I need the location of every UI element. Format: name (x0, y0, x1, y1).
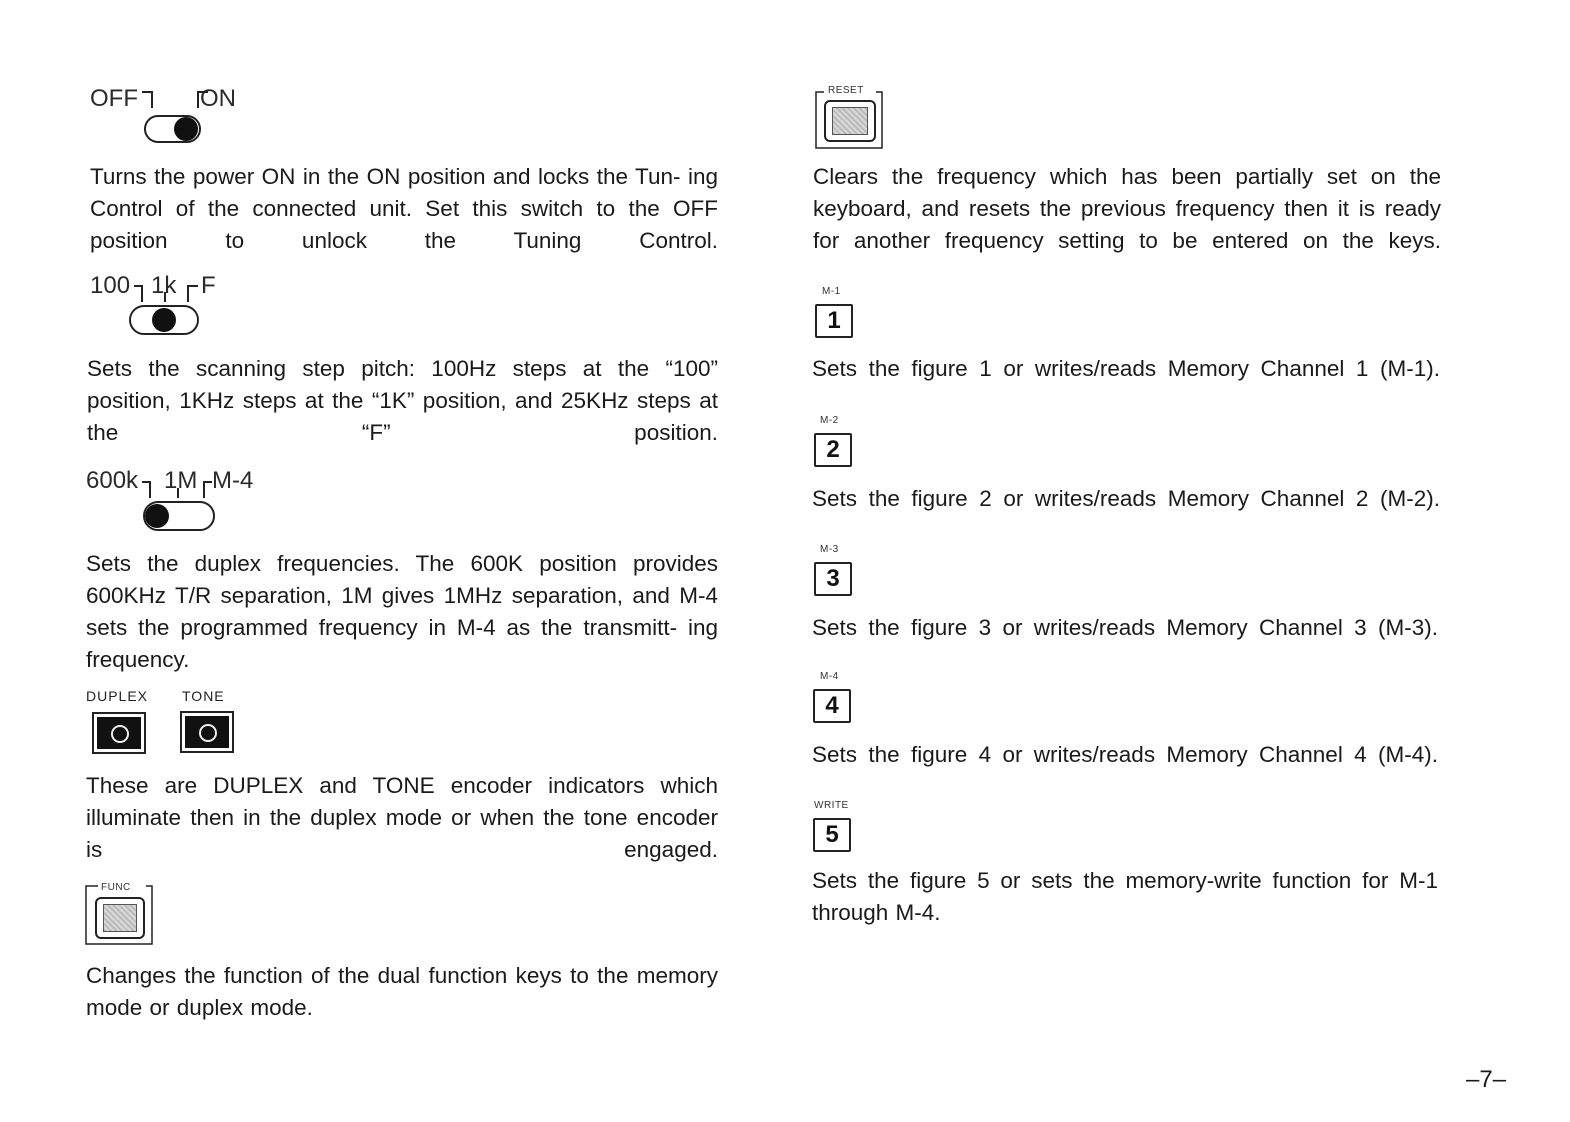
func-key-pad-icon (103, 904, 137, 932)
key-2-button[interactable]: 2 (814, 433, 852, 467)
label-600k: 600k (86, 467, 139, 494)
tone-indicator-label: TONE (182, 688, 225, 704)
key-2-description: Sets the figure 2 or writes/reads Memory Channel 2 (M-2). (812, 486, 1440, 511)
label-m4: M-4 (212, 467, 254, 494)
key-2-tag: M-2 (820, 415, 839, 426)
label-f: F (201, 272, 216, 299)
key-4-button[interactable]: 4 (813, 689, 851, 723)
tone-indicator-lamp-icon (180, 711, 234, 753)
key-1-button[interactable]: 1 (815, 304, 853, 338)
key-5-button[interactable]: 5 (813, 818, 851, 852)
key-5-tag: WRITE (814, 800, 849, 811)
on-label: ON (200, 85, 236, 112)
func-key-label: FUNC (101, 882, 131, 893)
key-3-description: Sets the figure 3 or writes/reads Memory Channel 3 (M-3). (812, 615, 1438, 640)
key-3-tag: M-3 (820, 544, 839, 555)
duplex-switch-description: Sets the duplex frequencies. The 600K position provides 600KHz T/R separation, 1M gives 1MHz separation, and M-4 sets the programmed frequency in M-4 as the transmitt- ing frequency. (86, 551, 718, 672)
duplex-indicator-lamp-icon (92, 712, 146, 754)
step-slide-switch-icon (90, 270, 230, 340)
key-4-tag: M-4 (820, 671, 839, 682)
key-1-tag: M-1 (822, 286, 841, 297)
func-key-description: Changes the function of the dual function keys to the memory mode or duplex mode. (86, 963, 718, 1020)
off-label: OFF (90, 85, 138, 112)
label-1k: 1k (151, 272, 177, 299)
reset-key-pad-icon (832, 107, 868, 135)
key-5-description: Sets the figure 5 or sets the memory-write function for M-1 through M-4. (812, 868, 1438, 925)
indicators-description: These are DUPLEX and TONE encoder indicators which illuminate then in the duplex mode or when the tone encoder is engaged. (86, 773, 718, 862)
func-key-button[interactable] (95, 897, 145, 939)
key-3-button[interactable]: 3 (814, 562, 852, 596)
key-4-description: Sets the figure 4 or writes/reads Memory Channel 4 (M-4). (812, 742, 1438, 767)
duplex-slide-switch-icon (86, 466, 236, 536)
reset-key-button[interactable] (824, 100, 876, 142)
reset-key-description: Clears the frequency which has been partially set on the keyboard, and resets the previous frequency then it is ready for another frequency setting to be entered on the keys. (813, 164, 1441, 253)
step-switch-description: Sets the scanning step pitch: 100Hz steps at the “100” position, 1KHz steps at the “1K” position, and 25KHz steps at the “F” position. (87, 356, 718, 445)
label-100: 100 (90, 272, 131, 299)
power-slide-switch-icon (90, 80, 210, 150)
label-1m: 1M (164, 467, 198, 494)
reset-key-label: RESET (828, 85, 864, 96)
page-number: –7– (1466, 1066, 1507, 1093)
power-switch-description: Turns the power ON in the ON position and locks the Tun- ing Control of the connected unit. Set this switch to the OFF position to unlock the Tuning Control. (90, 164, 718, 253)
key-1-description: Sets the figure 1 or writes/reads Memory Channel 1 (M-1). (812, 356, 1440, 381)
duplex-indicator-label: DUPLEX (86, 688, 149, 704)
